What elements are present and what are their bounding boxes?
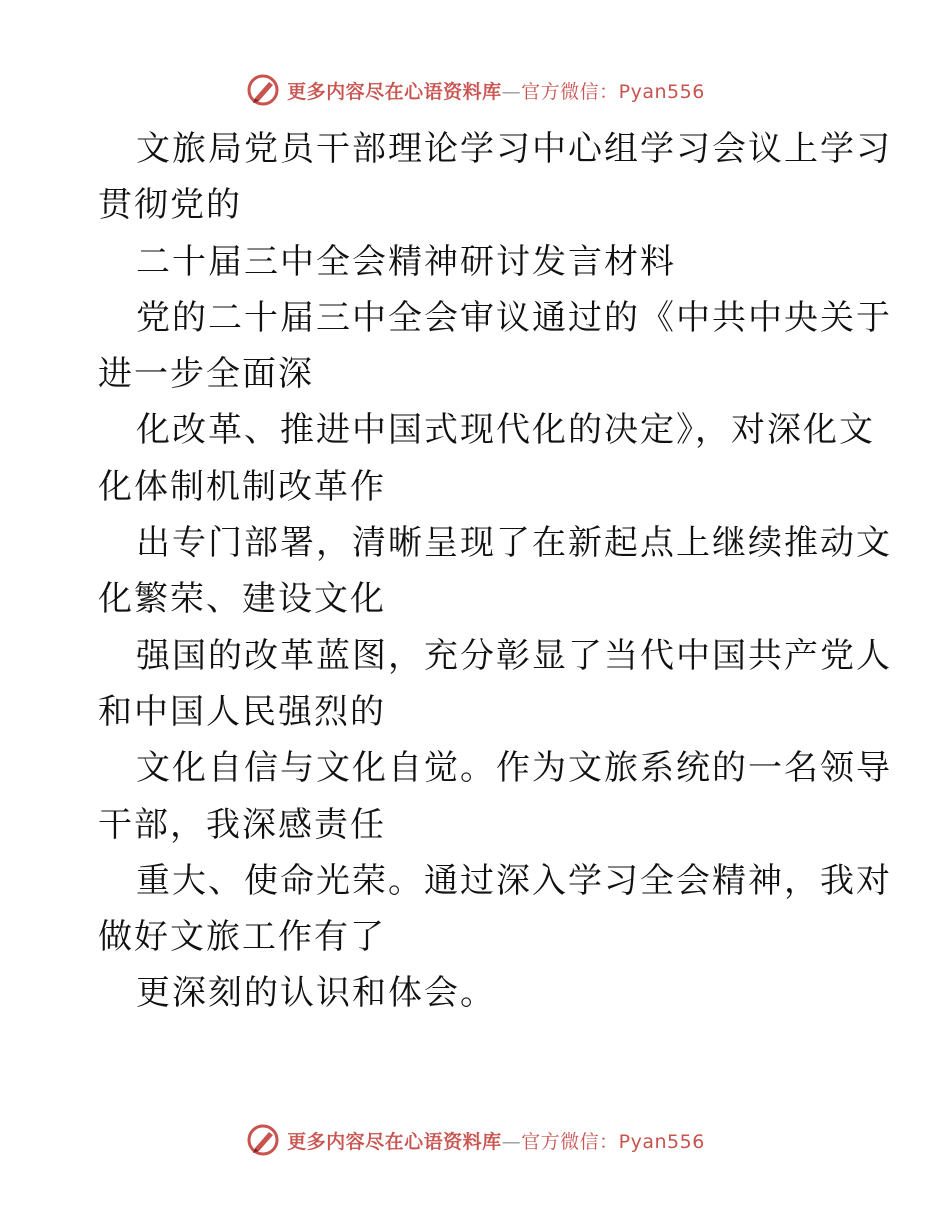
pen-logo-icon [245, 1122, 281, 1158]
pen-logo-icon [245, 72, 281, 108]
watermark-separator: — [501, 1130, 522, 1153]
watermark-contact: 官方微信：Pyan556 [521, 80, 705, 103]
text-line: 做好文旅工作有了 [98, 917, 386, 958]
text-line: 重大、使命光荣。通过深入学习全会精神，我对 [136, 860, 892, 901]
text-line: 强国的改革蓝图，充分彰显了当代中国共产党人 [136, 635, 892, 676]
text-line: 贯彻党的 [98, 185, 242, 226]
text-line: 干部，我深感责任 [98, 804, 386, 845]
text-line: 党的二十届三中全会审议通过的《中共中央关于 [136, 297, 892, 338]
watermark-brand: 更多内容尽在心语资料库 [287, 80, 502, 103]
text-line: 和中国人民强烈的 [98, 691, 386, 732]
watermark-contact: 官方微信：Pyan556 [521, 1130, 705, 1153]
text-line: 二十届三中全会精神研讨发言材料 [136, 241, 676, 282]
text-line: 进一步全面深 [98, 354, 314, 395]
document-body [98, 121, 892, 1022]
text-line: 化繁荣、建设文化 [98, 579, 386, 620]
text-line: 文旅局党员干部理论学习中心组学习会议上学习 [136, 129, 892, 169]
text-line: 文化自信与文化自觉。作为文旅系统的一名领导 [136, 748, 892, 789]
text-line: 化改革、推进中国式现代化的决定》，对深化文 [136, 410, 875, 451]
header-watermark [0, 70, 950, 110]
text-line: 出专门部署，清晰呈现了在新起点上继续推动文 [136, 523, 892, 564]
watermark-brand: 更多内容尽在心语资料库 [287, 1130, 502, 1153]
text-line: 更深刻的认识和体会。 [136, 973, 496, 1014]
watermark-separator: — [501, 80, 522, 103]
text-line: 化体制机制改革作 [98, 466, 386, 507]
footer-watermark [0, 1120, 950, 1160]
